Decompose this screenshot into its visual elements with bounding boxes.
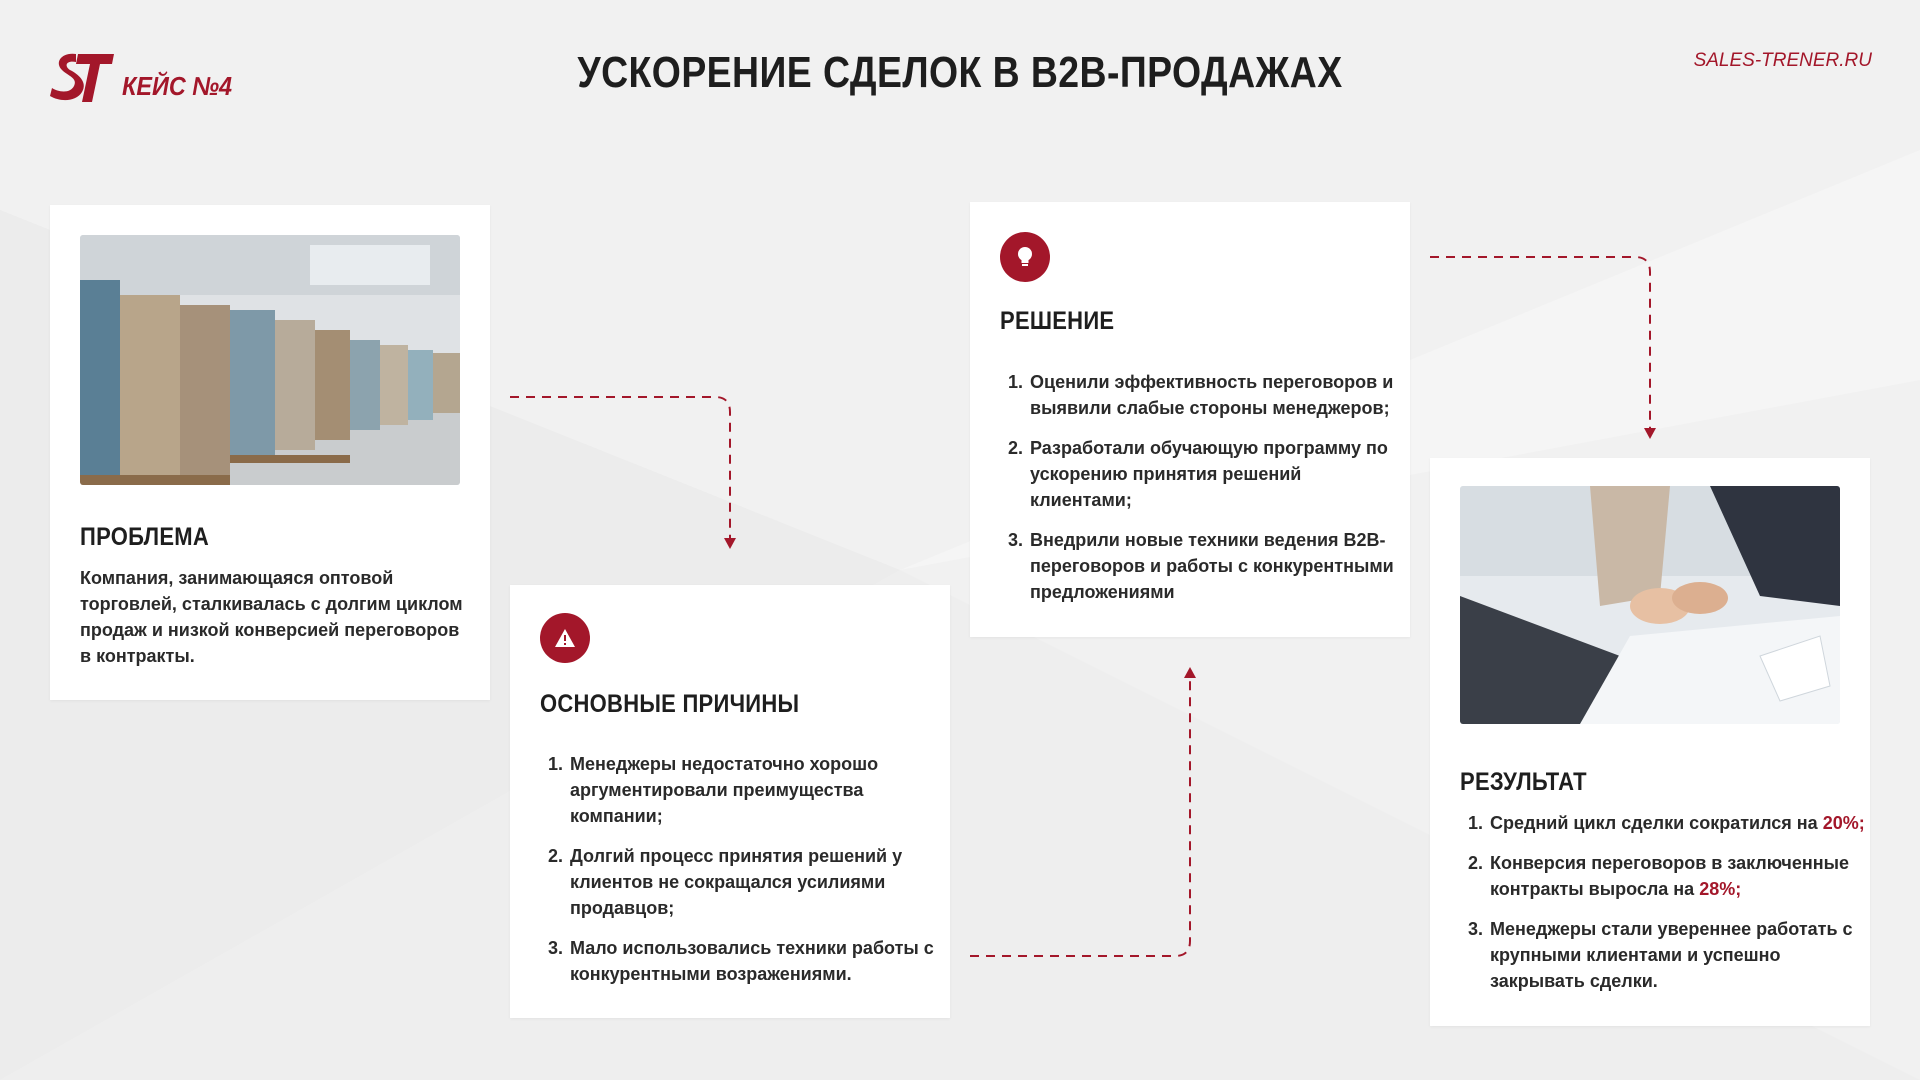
list-item: Средний цикл сделки сократился на 20%; — [1490, 813, 1865, 833]
warehouse-photo — [80, 235, 460, 485]
list-item: Менеджеры недостаточно хорошо аргументировали преимущества компании; — [570, 754, 879, 826]
st-logo-icon — [48, 48, 114, 104]
highlight-value: 28%; — [1699, 879, 1742, 899]
solution-list — [1000, 369, 1405, 605]
list-item: Оценили эффективность переговоров и выявили слабые стороны менеджеров; — [1030, 372, 1394, 418]
result-card — [1430, 458, 1870, 1026]
highlight-value: 20%; — [1822, 813, 1865, 833]
problem-title: ПРОБЛЕМА — [80, 523, 210, 551]
list-item: Менеджеры стали увереннее работать с крупными клиентами и успешно закрывать сделки. — [1490, 919, 1853, 991]
result-title: РЕЗУЛЬТАТ — [1460, 768, 1587, 796]
page-title: УСКОРЕНИЕ СДЕЛОК В B2B-ПРОДАЖАХ — [577, 48, 1343, 97]
result-list — [1460, 810, 1865, 994]
list-item: Долгий процесс принятия решений у клиентов не сокращался усилиями продавцов; — [570, 846, 903, 918]
problem-text: Компания, занимающаяся оптовой торговлей, сталкивалась с долгим циклом продаж и низкой конверсией переговоров в контракты. — [80, 568, 463, 666]
list-item: Внедрили новые техники ведения B2B-переговоров и работы с конкурентными предложениями — [1030, 530, 1394, 602]
list-item: Конверсия переговоров в заключенные контракты выросла на 28%; — [1490, 853, 1850, 899]
warning-icon — [540, 613, 590, 663]
causes-card — [510, 585, 950, 1018]
handshake-photo — [1460, 486, 1840, 724]
solution-card — [970, 202, 1410, 637]
list-item: Мало использовались техники работы с конкурентными возражениями. — [570, 938, 934, 984]
problem-card — [50, 205, 490, 700]
lightbulb-icon — [1000, 232, 1050, 282]
case-label: КЕЙС №4 — [122, 71, 233, 101]
solution-title: РЕШЕНИЕ — [1000, 307, 1115, 335]
causes-list — [540, 751, 940, 987]
causes-title: ОСНОВНЫЕ ПРИЧИНЫ — [540, 690, 800, 718]
site-link[interactable]: SALES-TRENER.RU — [1693, 50, 1872, 71]
list-item: Разработали обучающую программу по ускорению принятия решений клиентами; — [1030, 438, 1388, 510]
